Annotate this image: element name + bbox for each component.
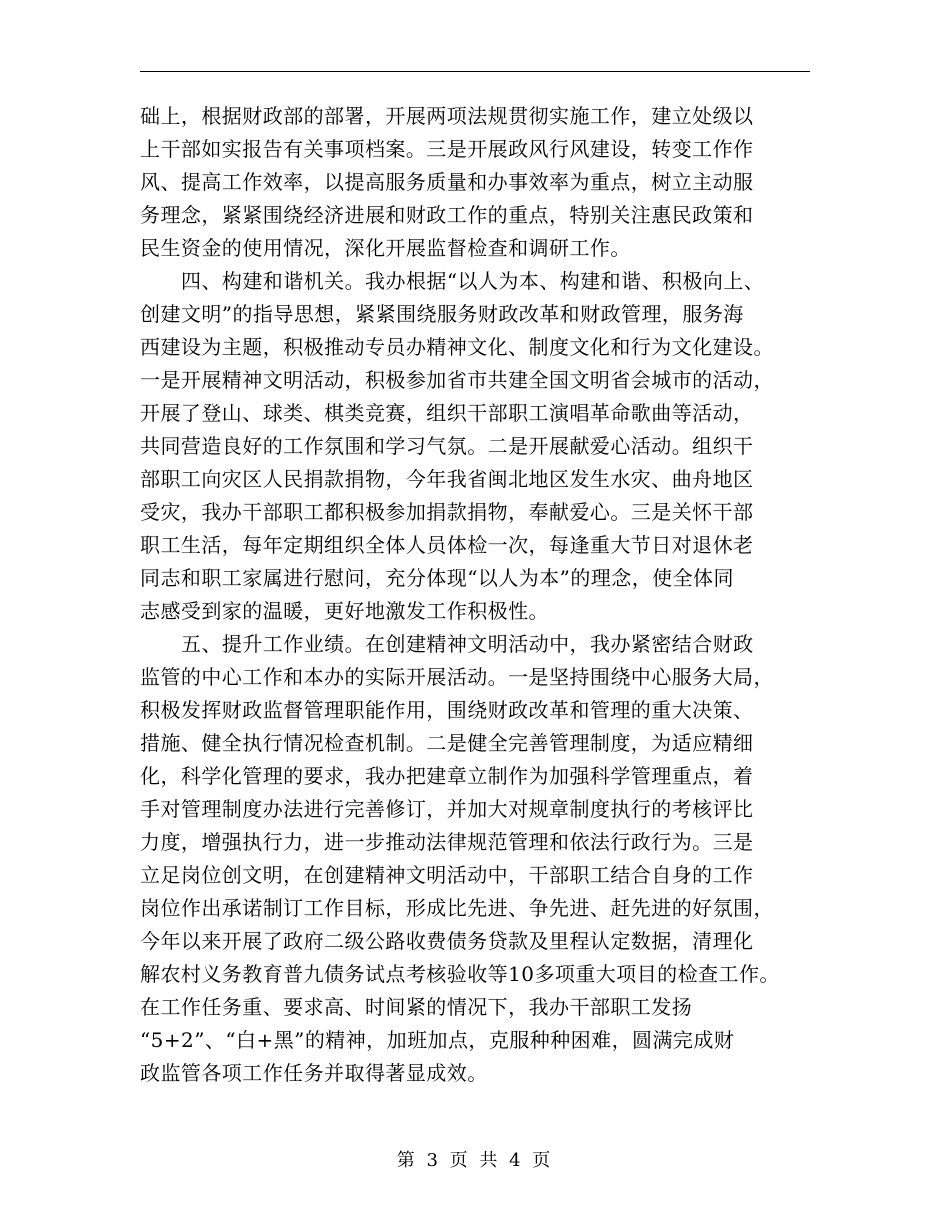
body-line: 同志和职工家属进行慰问，充分体现“以人为本”的理念，使全体同 [140,566,734,590]
header-rule [140,71,810,72]
body-line: 共同营造良好的工作氛围和学习气氛。二是开展献爱心活动。组织干 [140,434,754,458]
body-line: 政监管各项工作任务并取得著显成效。 [140,1061,488,1085]
body-line: 岗位作出承诺制订工作目标，形成比先进、争先进、赶先进的好氛围， [140,896,774,920]
body-line: 监管的中心工作和本办的实际开展活动。一是坚持围绕中心服务大局， [140,665,774,689]
body-line: 受灾，我办干部职工都积极参加捐款捐物，奉献爱心。三是关怀干部 [140,500,754,524]
body-line: 风、提高工作效率，以提高服务质量和办事效率为重点，树立主动服 [140,170,754,194]
document-body [140,100,820,1090]
body-line: 在工作任务重、要求高、时间紧的情况下，我办干部职工发扬 [140,995,693,1019]
body-line: 解农村义务教育普九债务试点考核验收等10多项重大项目的检查工作。 [140,962,780,986]
body-line: 创建文明”的指导思想，紧紧围绕服务财政改革和财政管理，服务海 [140,302,744,326]
body-line: 化，科学化管理的要求，我办把建章立制作为加强科学管理重点，着 [140,764,754,788]
body-line: 职工生活，每年定期组织全体人员体检一次，每逢重大节日对退休老 [140,533,754,557]
body-line: 西建设为主题，积极推动专员办精神文化、制度文化和行为文化建设。 [140,335,774,359]
page-number-footer: 第 3 页 共 4 页 [396,1150,554,1171]
body-line: 志感受到家的温暖，更好地激发工作积极性。 [140,599,549,623]
body-line: 础上，根据财政部的部署，开展两项法规贯彻实施工作，建立处级以 [140,104,754,128]
body-line: 积极发挥财政监督管理职能作用，围绕财政改革和管理的重大决策、 [140,698,754,722]
body-line: 开展了登山、球类、棋类竞赛，组织干部职工演唱革命歌曲等活动， [140,401,754,425]
body-line: 务理念，紧紧围绕经济进展和财政工作的重点，特别关注惠民政策和 [140,203,754,227]
body-line: 手对管理制度办法进行完善修订，并加大对规章制度执行的考核评比 [140,797,754,821]
body-line: 措施、健全执行情况检查机制。二是健全完善管理制度，为适应精细 [140,731,754,755]
body-line: 一是开展精神文明活动，积极参加省市共建全国文明省会城市的活动， [140,368,774,392]
body-line: “5+2”、“白+黑”的精神，加班加点，克服种种困难，圆满完成财 [140,1028,735,1052]
body-line: 力度，增强执行力，进一步推动法律规范管理和依法行政行为。三是 [140,830,754,854]
paragraph-start-line: 四、构建和谐机关。我办根据“以人为本、构建和谐、积极向上、 [181,269,765,293]
body-line: 部职工向灾区人民捐款捐物，今年我省闽北地区发生水灾、曲舟地区 [140,467,754,491]
body-line: 民生资金的使用情况，深化开展监督检查和调研工作。 [140,236,631,260]
paragraph-start-line: 五、提升工作业绩。在创建精神文明活动中，我办紧密结合财政 [181,632,754,656]
body-line: 立足岗位创文明，在创建精神文明活动中，干部职工结合自身的工作 [140,863,754,887]
body-line: 今年以来开展了政府二级公路收费债务贷款及里程认定数据，清理化 [140,929,754,953]
body-line: 上干部如实报告有关事项档案。三是开展政风行风建设，转变工作作 [140,137,754,161]
